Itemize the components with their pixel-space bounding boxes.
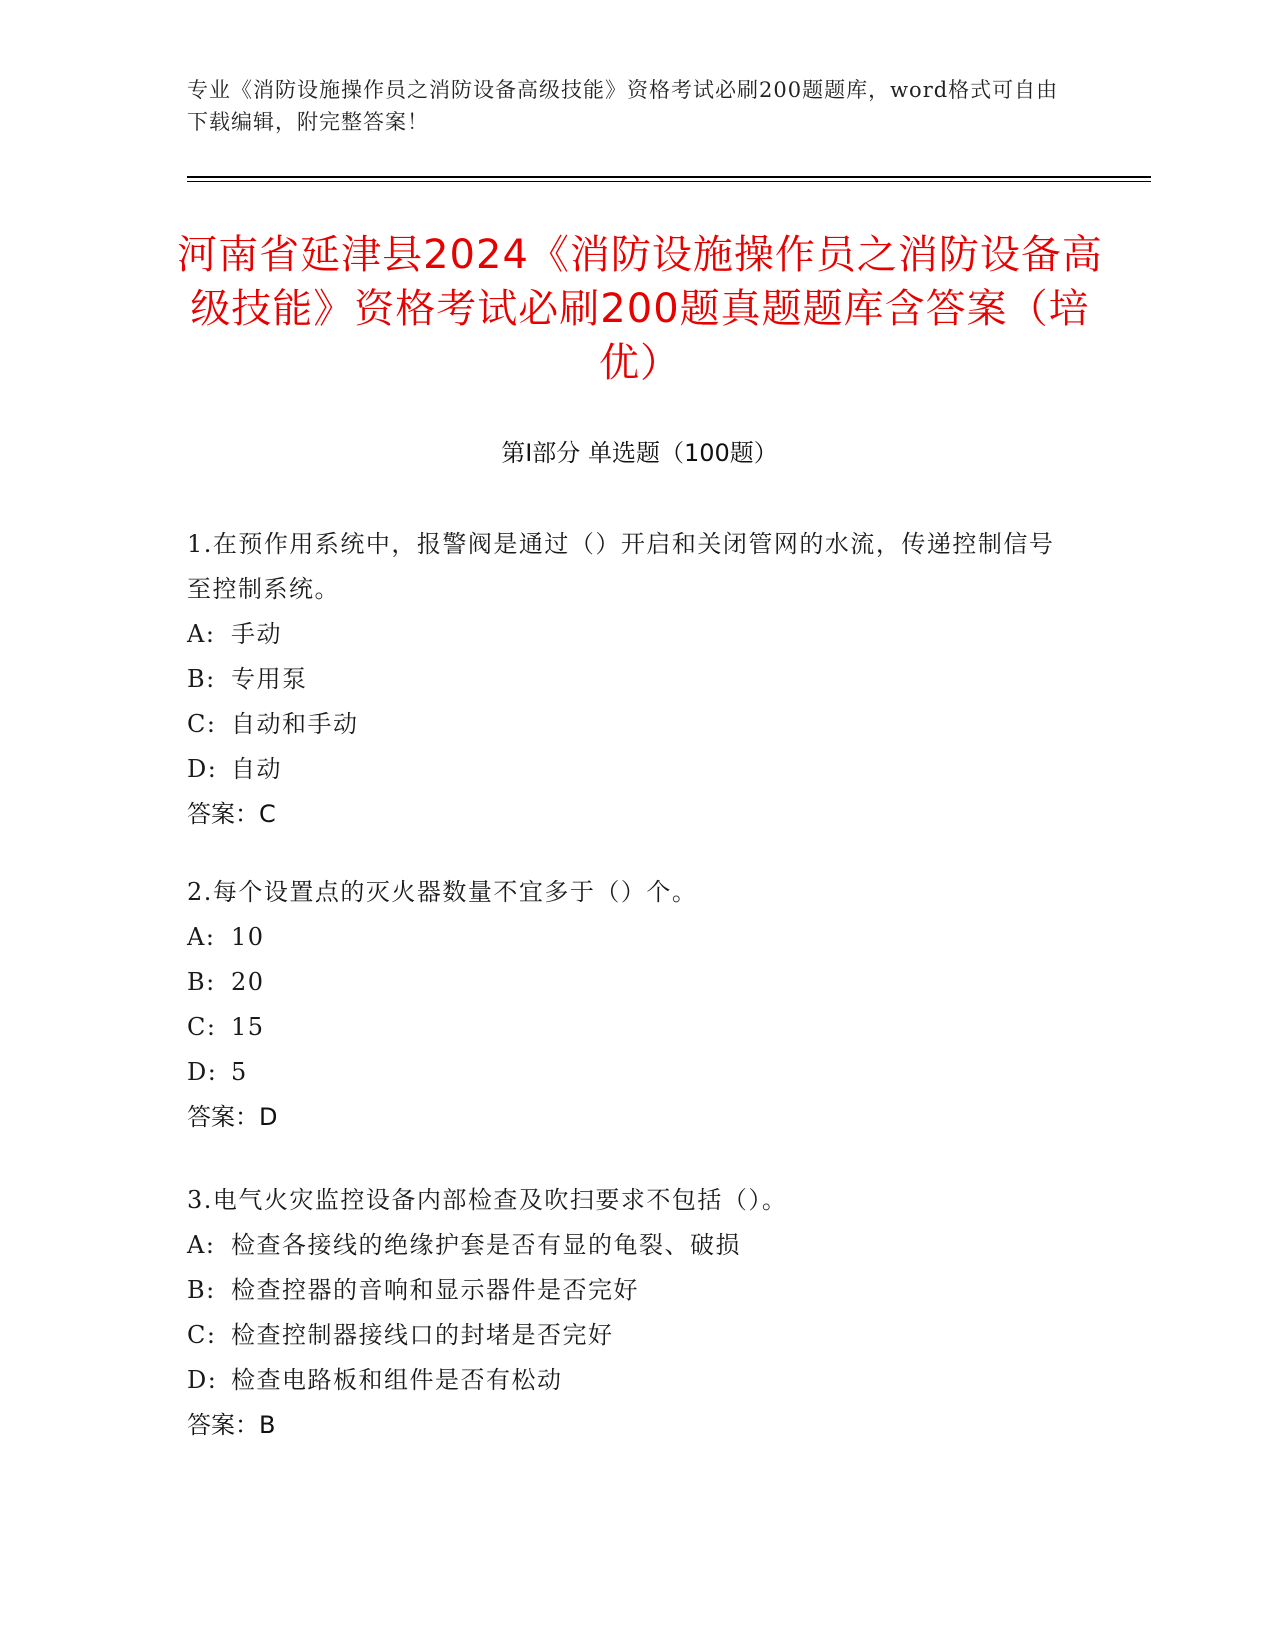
option-d: [187, 747, 1067, 792]
option-text: 自动和手动: [231, 710, 359, 738]
option-d: [187, 1050, 1067, 1095]
option-letter: C:: [187, 1321, 217, 1349]
header-divider-thin: [187, 181, 1151, 182]
option-text: 专用泵: [231, 665, 308, 693]
option-c: [187, 702, 1067, 747]
option-text: 10: [231, 923, 265, 951]
option-c: [187, 1005, 1067, 1050]
option-text: 检查控器的音响和显示器件是否完好: [231, 1276, 639, 1304]
option-letter: B:: [187, 665, 216, 693]
answer-line: 答案：C: [187, 800, 276, 828]
option-letter: C:: [187, 1013, 217, 1041]
option-letter: C:: [187, 710, 217, 738]
option-d: [187, 1358, 1067, 1403]
option-c: [187, 1313, 1067, 1358]
answer-line: 答案：D: [187, 1103, 278, 1131]
option-letter: D:: [187, 755, 218, 783]
question-stem: 1.在预作用系统中，报警阀是通过（）开启和关闭管网的水流，传递控制信号至控制系统。: [187, 530, 1055, 603]
option-text: 20: [231, 968, 265, 996]
option-a: [187, 1223, 1067, 1268]
option-text: 15: [231, 1013, 265, 1041]
option-letter: B:: [187, 968, 216, 996]
document-title: 河南省延津县2024《消防设施操作员之消防设备高级技能》资格考试必刷200题真题题库含答案（培优）: [177, 232, 1103, 386]
option-b: [187, 657, 1067, 702]
option-letter: A:: [187, 923, 216, 951]
question-1: [187, 522, 1067, 837]
option-a: [187, 915, 1067, 960]
question-3: [187, 1178, 1067, 1448]
header-divider-thick: [187, 176, 1151, 178]
option-text: 检查控制器接线口的封堵是否完好: [231, 1321, 614, 1349]
option-letter: A:: [187, 620, 216, 648]
question-stem: 2.每个设置点的灭火器数量不宜多于（）个。: [187, 878, 698, 906]
option-text: 检查电路板和组件是否有松动: [231, 1366, 563, 1394]
option-letter: A:: [187, 1231, 216, 1259]
option-text: 5: [231, 1058, 248, 1086]
option-text: 手动: [231, 620, 282, 648]
answer-line: 答案：B: [187, 1411, 276, 1439]
option-a: [187, 612, 1067, 657]
option-b: [187, 960, 1067, 1005]
section-title: 第Ⅰ部分 单选题（100题）: [501, 439, 778, 467]
option-text: 自动: [231, 755, 282, 783]
option-letter: B:: [187, 1276, 216, 1304]
option-b: [187, 1268, 1067, 1313]
question-stem: 3.电气火灾监控设备内部检查及吹扫要求不包括（）。: [187, 1186, 788, 1214]
question-2: [187, 870, 1067, 1140]
option-text: 检查各接线的绝缘护套是否有显的龟裂、破损: [231, 1231, 741, 1259]
option-letter: D:: [187, 1058, 218, 1086]
option-letter: D:: [187, 1366, 218, 1394]
header-note: 专业《消防设施操作员之消防设备高级技能》资格考试必刷200题题库，word格式可自由下载编辑，附完整答案！: [187, 78, 1059, 134]
